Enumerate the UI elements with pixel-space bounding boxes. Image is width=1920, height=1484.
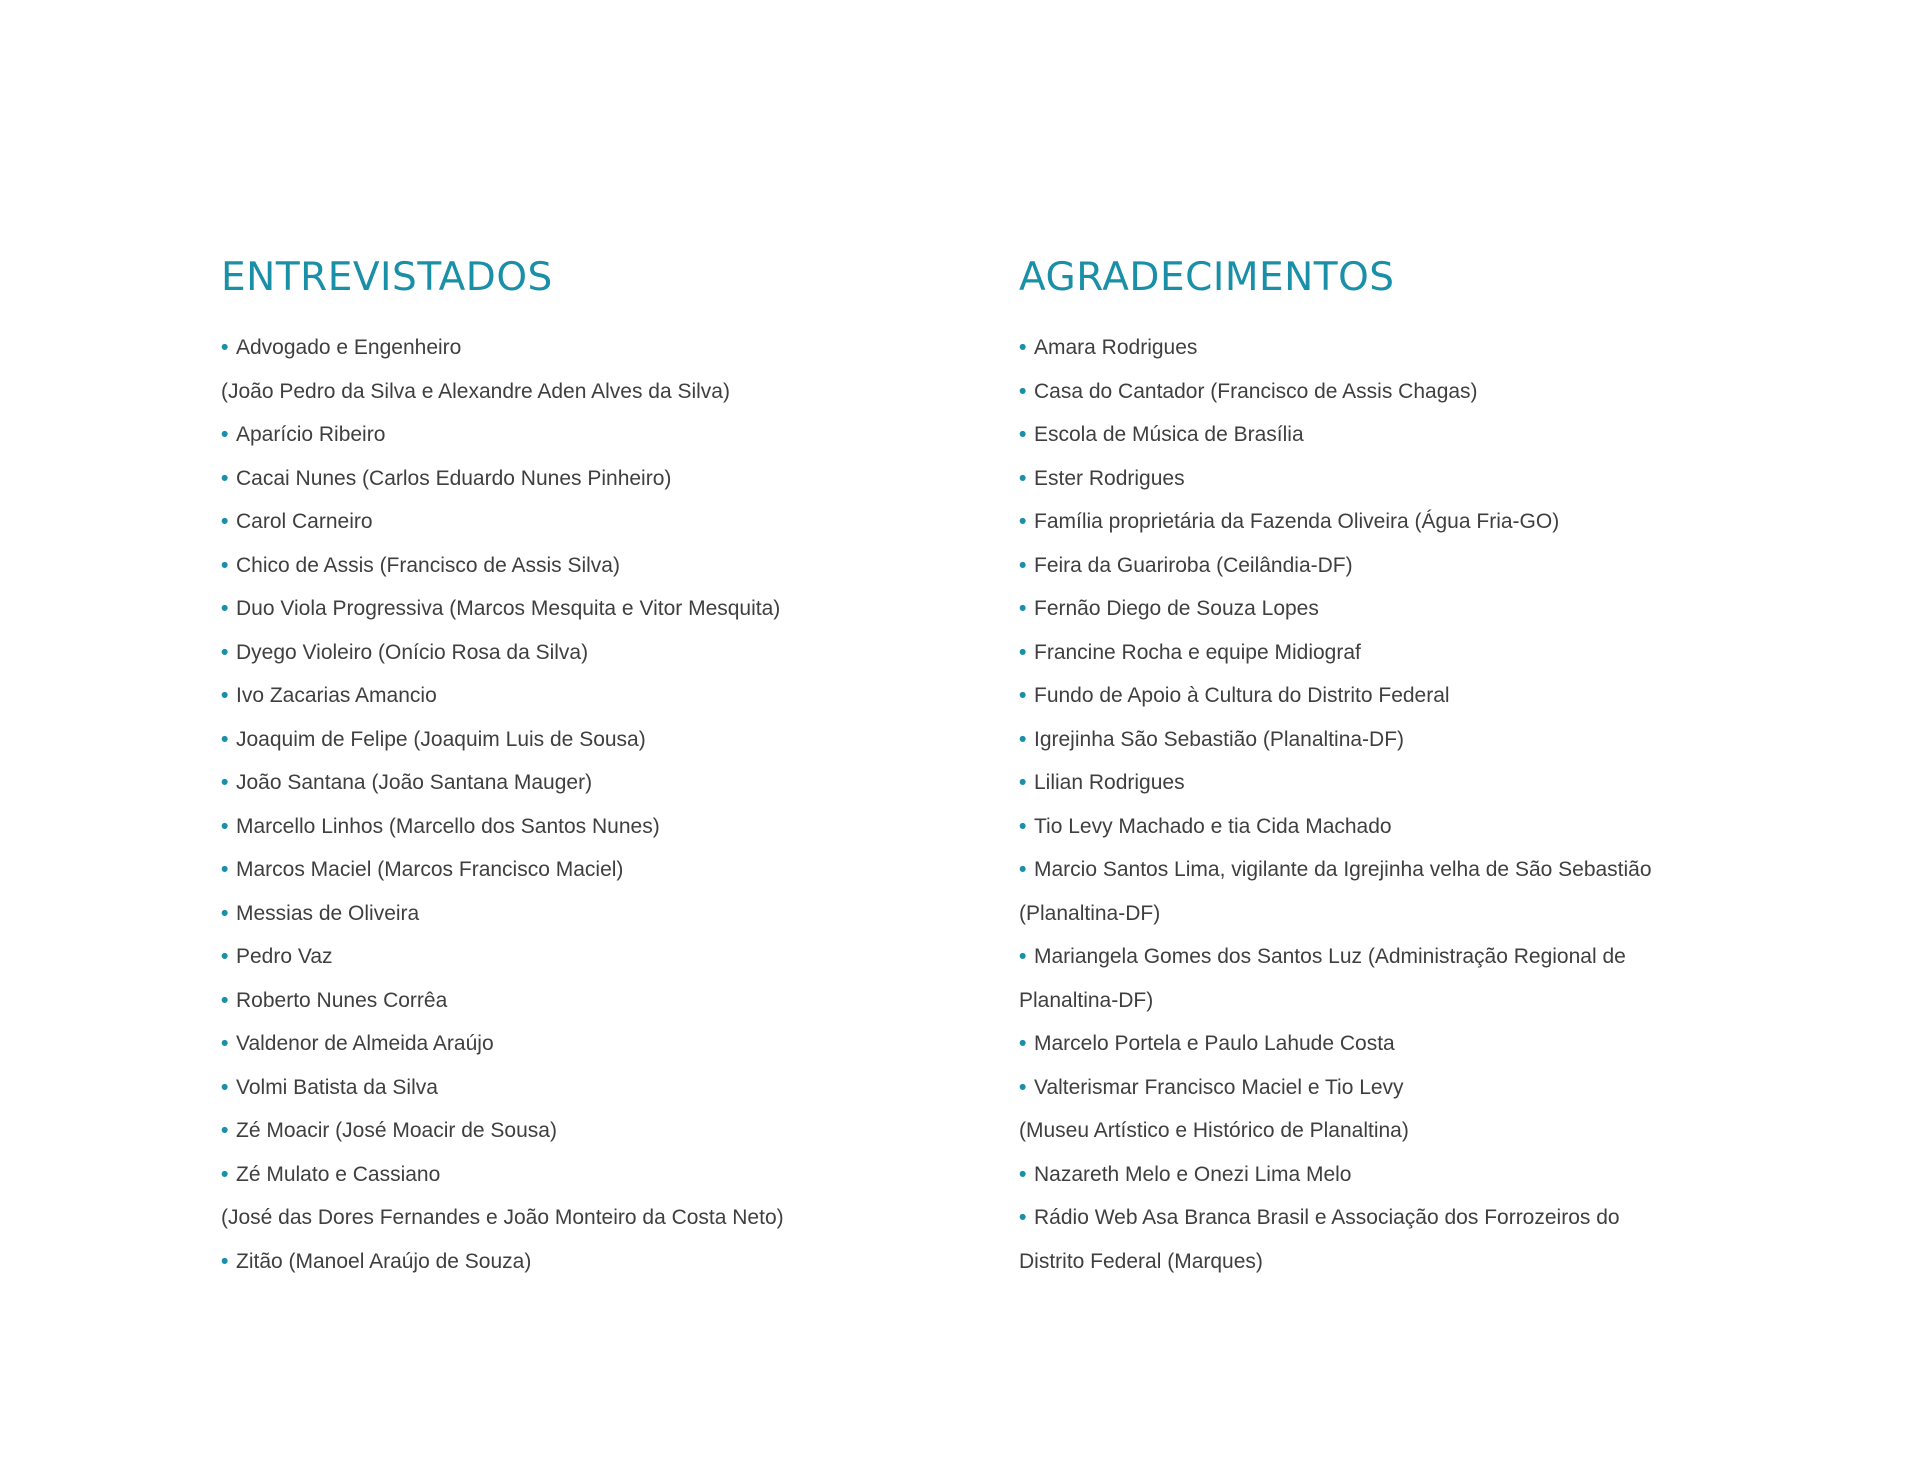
interviewees-heading: entrevistados <box>221 239 553 304</box>
list-item <box>1019 544 1739 588</box>
list-item <box>1019 979 1739 1023</box>
list-item-text: Carol Carneiro <box>236 510 373 533</box>
list-item <box>221 1153 981 1197</box>
bullet-icon: • <box>1019 510 1027 533</box>
acknowledgements-section <box>1019 240 1739 1283</box>
list-item-text: (João Pedro da Silva e Alexandre Aden Alves da Silva) <box>221 379 730 403</box>
list-item-text: Pedro Vaz <box>236 945 333 968</box>
list-item <box>221 718 981 762</box>
list-item-text: Amara Rodrigues <box>1034 336 1198 359</box>
bullet-icon: • <box>221 684 229 707</box>
list-item <box>221 1022 981 1066</box>
list-item <box>1019 1022 1739 1066</box>
list-item <box>1019 631 1739 675</box>
bullet-icon: • <box>221 814 229 838</box>
list-item-text: Dyego Violeiro (Onício Rosa da Silva) <box>236 640 589 664</box>
bullet-icon: • <box>1019 1206 1027 1229</box>
list-item-text: Zé Moacir (José Moacir de Sousa) <box>236 1119 557 1142</box>
acknowledgements-list <box>1019 326 1739 1283</box>
list-item-text: Distrito Federal (Marques) <box>1019 1249 1263 1273</box>
bullet-icon: • <box>1019 727 1027 751</box>
list-item <box>221 935 981 979</box>
list-item-text: Zitão (Manoel Araújo de Souza) <box>236 1249 532 1273</box>
list-item <box>1019 1196 1739 1240</box>
bullet-icon: • <box>1019 684 1027 707</box>
list-item-text: Joaquim de Felipe (Joaquim Luis de Sousa) <box>236 727 646 751</box>
list-item <box>221 979 981 1023</box>
list-item-text: Lilian Rodrigues <box>1034 771 1185 794</box>
list-item <box>1019 1153 1739 1197</box>
list-item-text: Nazareth Melo e Onezi Lima Melo <box>1034 1162 1352 1186</box>
list-item-text: Mariangela Gomes dos Santos Luz (Administração Regional de <box>1034 945 1626 968</box>
bullet-icon: • <box>221 423 229 446</box>
bullet-icon: • <box>221 510 229 533</box>
list-item <box>1019 500 1739 544</box>
list-item <box>1019 805 1739 849</box>
list-item-text: (Museu Artístico e Histórico de Planaltina) <box>1019 1119 1409 1142</box>
list-item-text: Chico de Assis (Francisco de Assis Silva) <box>236 553 620 577</box>
list-item-text: Marcelo Portela e Paulo Lahude Costa <box>1034 1032 1395 1055</box>
interviewees-list <box>221 326 981 1283</box>
list-item-text: Zé Mulato e Cassiano <box>236 1162 441 1186</box>
bullet-icon: • <box>1019 336 1027 359</box>
bullet-icon: • <box>221 1162 229 1186</box>
bullet-icon: • <box>221 988 229 1012</box>
bullet-icon: • <box>1019 640 1027 664</box>
bullet-icon: • <box>1019 1075 1027 1099</box>
list-item-text: Duo Viola Progressiva (Marcos Mesquita e Vitor Mesquita) <box>236 597 781 620</box>
list-item <box>221 587 981 631</box>
bullet-icon: • <box>221 1119 229 1142</box>
list-item-text: Ivo Zacarias Amancio <box>236 684 437 707</box>
bullet-icon: • <box>221 945 229 968</box>
bullet-icon: • <box>221 1249 229 1273</box>
bullet-icon: • <box>1019 423 1027 446</box>
acknowledgements-heading: agradecimentos <box>1019 239 1395 304</box>
interviewees-section <box>221 240 981 1283</box>
list-item <box>221 370 981 414</box>
bullet-icon: • <box>1019 858 1027 881</box>
list-item-text: Aparício Ribeiro <box>236 423 386 446</box>
list-item <box>1019 326 1739 370</box>
bullet-icon: • <box>1019 814 1027 838</box>
list-item <box>221 500 981 544</box>
list-item <box>1019 935 1739 979</box>
bullet-icon: • <box>1019 771 1027 794</box>
list-item-text: Marcos Maciel (Marcos Francisco Maciel) <box>236 858 624 881</box>
list-item <box>1019 1240 1739 1284</box>
bullet-icon: • <box>221 553 229 577</box>
list-item-text: Valterismar Francisco Maciel e Tio Levy <box>1034 1075 1404 1099</box>
list-item <box>221 413 981 457</box>
bullet-icon: • <box>1019 466 1027 490</box>
bullet-icon: • <box>1019 945 1027 968</box>
list-item <box>221 1066 981 1110</box>
list-item-text: Feira da Guariroba (Ceilândia-DF) <box>1034 553 1353 577</box>
list-item <box>221 1240 981 1284</box>
list-item <box>221 674 981 718</box>
list-item <box>1019 413 1739 457</box>
list-item-text: Fernão Diego de Souza Lopes <box>1034 597 1319 620</box>
list-item-text: Messias de Oliveira <box>236 901 420 925</box>
list-item <box>1019 674 1739 718</box>
bullet-icon: • <box>1019 1162 1027 1186</box>
list-item-text: Casa do Cantador (Francisco de Assis Chagas) <box>1034 379 1478 403</box>
list-item-text: Família proprietária da Fazenda Oliveira (Água Fria-GO) <box>1034 510 1560 533</box>
bullet-icon: • <box>221 901 229 925</box>
list-item-text: João Santana (João Santana Mauger) <box>236 771 593 794</box>
bullet-icon: • <box>221 597 229 620</box>
list-item-text: Francine Rocha e equipe Midiograf <box>1034 640 1361 664</box>
list-item <box>1019 1109 1739 1153</box>
list-item <box>1019 1066 1739 1110</box>
list-item <box>1019 587 1739 631</box>
list-item-text: Marcio Santos Lima, vigilante da Igrejinha velha de São Sebastião <box>1034 858 1652 881</box>
list-item <box>1019 718 1739 762</box>
list-item <box>221 326 981 370</box>
bullet-icon: • <box>221 1032 229 1055</box>
list-item-text: Rádio Web Asa Branca Brasil e Associação dos Forrozeiros do <box>1034 1206 1620 1229</box>
bullet-icon: • <box>1019 553 1027 577</box>
bullet-icon: • <box>221 727 229 751</box>
list-item <box>221 457 981 501</box>
list-item-text: Ester Rodrigues <box>1034 466 1185 490</box>
list-item <box>1019 892 1739 936</box>
list-item <box>221 631 981 675</box>
list-item-text: Fundo de Apoio à Cultura do Distrito Federal <box>1034 684 1450 707</box>
list-item-text: Escola de Música de Brasília <box>1034 423 1304 446</box>
list-item <box>221 544 981 588</box>
bullet-icon: • <box>221 466 229 490</box>
list-item-text: Igrejinha São Sebastião (Planaltina-DF) <box>1034 727 1405 751</box>
list-item <box>1019 370 1739 414</box>
list-item-text: Volmi Batista da Silva <box>236 1075 438 1099</box>
list-item-text: (Planaltina-DF) <box>1019 901 1161 925</box>
list-item <box>1019 848 1739 892</box>
list-item <box>221 1109 981 1153</box>
list-item-text: Valdenor de Almeida Araújo <box>236 1032 494 1055</box>
list-item-text: Roberto Nunes Corrêa <box>236 988 448 1012</box>
list-item-text: Marcello Linhos (Marcello dos Santos Nunes) <box>236 814 660 838</box>
list-item-text: Cacai Nunes (Carlos Eduardo Nunes Pinheiro) <box>236 466 672 490</box>
bullet-icon: • <box>221 771 229 794</box>
bullet-icon: • <box>221 640 229 664</box>
list-item <box>1019 761 1739 805</box>
list-item <box>221 848 981 892</box>
list-item <box>221 1196 981 1240</box>
list-item <box>221 892 981 936</box>
bullet-icon: • <box>1019 379 1027 403</box>
bullet-icon: • <box>1019 1032 1027 1055</box>
list-item <box>221 805 981 849</box>
list-item-text: Tio Levy Machado e tia Cida Machado <box>1034 814 1392 838</box>
bullet-icon: • <box>221 1075 229 1099</box>
list-item-text: Advogado e Engenheiro <box>236 336 462 359</box>
bullet-icon: • <box>221 336 229 359</box>
list-item-text: (José das Dores Fernandes e João Monteiro da Costa Neto) <box>221 1206 784 1229</box>
list-item-text: Planaltina-DF) <box>1019 988 1154 1012</box>
list-item <box>1019 457 1739 501</box>
bullet-icon: • <box>1019 597 1027 620</box>
list-item <box>221 761 981 805</box>
bullet-icon: • <box>221 858 229 881</box>
